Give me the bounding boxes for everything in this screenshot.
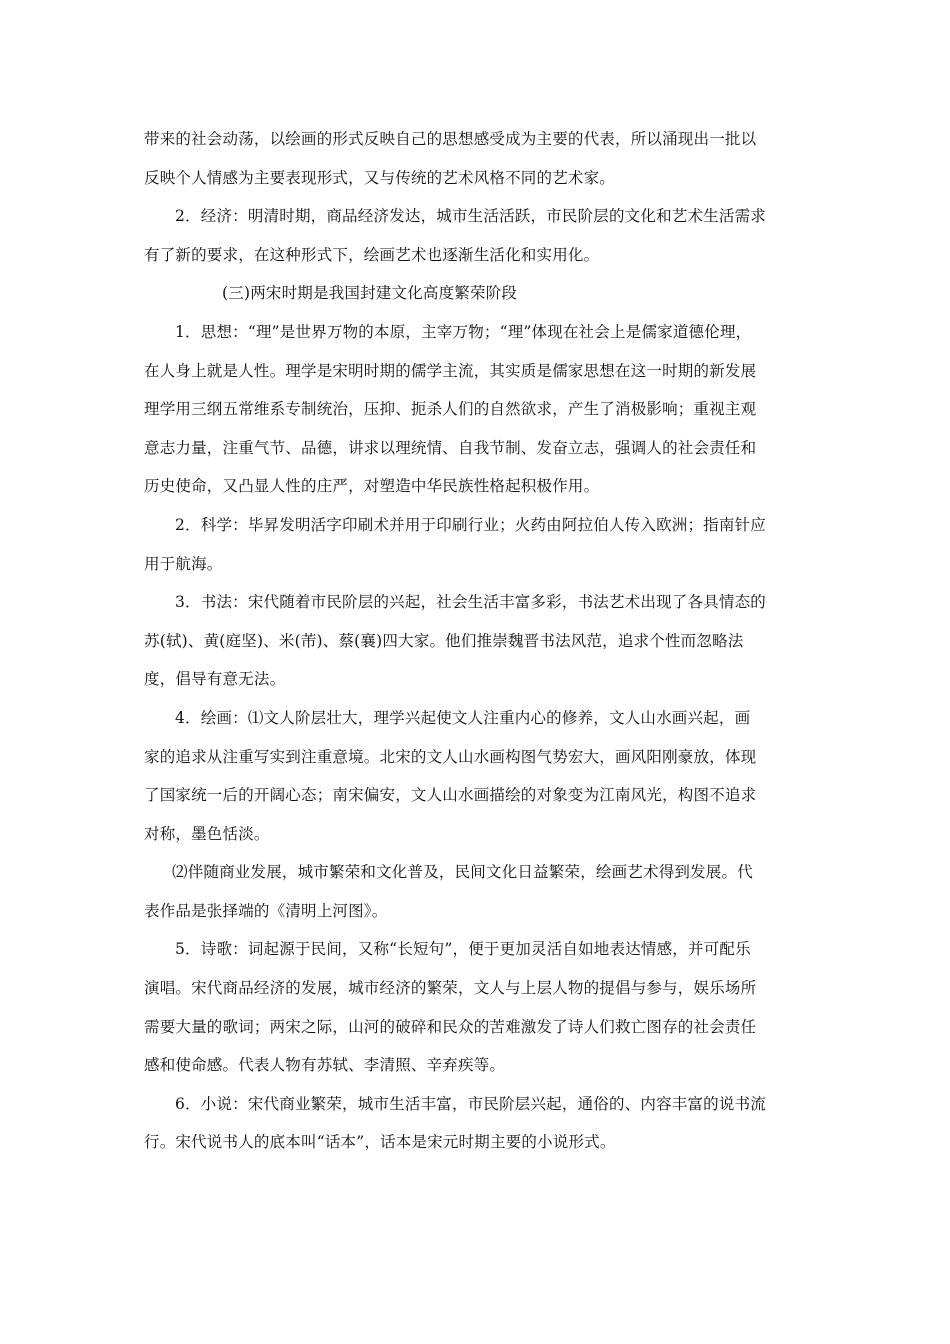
text-line: 感和使命感。代表人物有苏轼、李清照、辛弃疾等。 (144, 1056, 506, 1075)
text-line: 带来的社会动荡，以绘画的形式反映自己的思想感受成为主要的代表，所以涌现出一批以 (144, 130, 757, 148)
text-line: 苏(轼)、黄(庭坚)、米(芾)、蔡(襄)四大家。他们推崇魏晋书法风范，追求个性而忽略法 (144, 631, 744, 650)
text-line: 6．小说：宋代商业繁荣，城市生活丰富，市民阶层兴起，通俗的、内容丰富的说书流 (175, 1094, 766, 1113)
text-line: 理学用三纲五常维系专制统治，压抑、扼杀人们的自然欲求，产生了消极影响；重视主观 (144, 400, 757, 419)
text-line: 在人身上就是人性。理学是宋明时期的儒学主流，其实质是儒家思想在这一时期的新发展 (144, 361, 757, 380)
text-line: 4．绘画：⑴文人阶层壮大，理学兴起使文人注重内心的修养，文人山水画兴起，画 (175, 708, 751, 727)
text-line: 用于航海。 (144, 554, 223, 573)
text-line: 1．思想：“理”是世界万物的本原，主宰万物；“理”体现在社会上是儒家道德伦理， (175, 322, 752, 341)
text-line: 行。宋代说书人的底本叫“话本”，话本是宋元时期主要的小说形式。 (144, 1133, 616, 1152)
text-line: 度，倡导有意无法。 (144, 670, 286, 689)
text-line: 意志力量，注重气节、品德，讲求以理统情、自我节制、发奋立志，强调人的社会责任和 (144, 438, 757, 457)
text-line: 了国家统一后的开阔心态；南宋偏安，文人山水画描绘的对象变为江南风光，构图不追求 (144, 786, 757, 805)
text-line: 对称，墨色恬淡。 (144, 824, 270, 843)
document-content (144, 120, 812, 1162)
text-line: 演唱。宋代商品经济的发展，城市经济的繁荣，文人与上层人物的提倡与参与，娱乐场所 (144, 979, 757, 998)
text-line: 表作品是张择端的《清明上河图》。 (144, 901, 388, 920)
text-line: ⑵伴随商业发展，城市繁荣和文化普及，民间文化日益繁荣，绘画艺术得到发展。代 (172, 863, 753, 882)
text-line: 家的追求从注重写实到注重意境。北宋的文人山水画构图气势宏大，画风阳刚豪放，体现 (144, 747, 757, 766)
text-line: 历史使命，又凸显人性的庄严，对塑造中华民族性格起积极作用。 (144, 477, 600, 496)
text-line: 有了新的要求，在这种形式下，绘画艺术也逐渐生活化和实用化。 (144, 245, 600, 264)
text-line: 反映个人情感为主要表现形式，又与传统的艺术风格不同的艺术家。 (144, 168, 616, 187)
text-line: 3．书法：宋代随着市民阶层的兴起，社会生活丰富多彩，书法艺术出现了各具情态的 (175, 593, 766, 612)
text-line: 2．经济：明清时期，商品经济发达，城市生活活跃，市民阶层的文化和艺术生活需求 (175, 207, 766, 226)
text-line: 2．科学：毕昇发明活字印刷术并用于印刷行业；火药由阿拉伯人传入欧洲；指南针应 (175, 515, 766, 534)
section-heading: (三)两宋时期是我国封建文化高度繁荣阶段 (222, 284, 518, 303)
text-line: 5．诗歌：词起源于民间，又称“长短句”，便于更加灵活自如地表达情感，并可配乐 (175, 940, 751, 959)
text-line: 需要大量的歌词；两宋之际，山河的破碎和民众的苦难激发了诗人们救亡图存的社会责任 (144, 1017, 757, 1036)
